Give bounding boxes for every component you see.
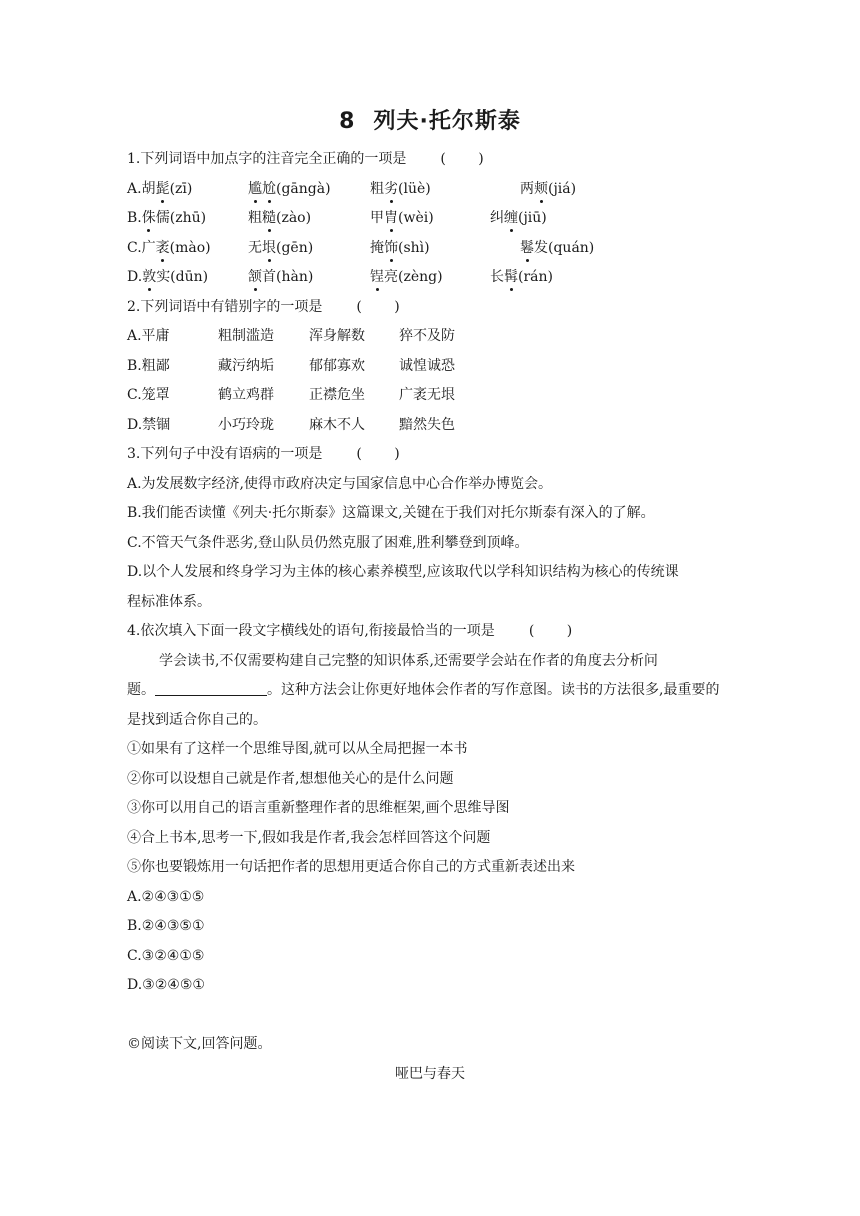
question-1-text: 1.下列词语中加点字的注音完全正确的一项是 xyxy=(127,151,407,167)
q4-option-d: D.③②④⑤① xyxy=(127,977,205,993)
q2-option-c-2: 鹤立鸡群 xyxy=(218,387,274,403)
question-2-stem xyxy=(127,297,414,317)
q2-option-a-2: 粗制滥造 xyxy=(218,328,274,344)
reading-instruction: ©阅读下文,回答问题。 xyxy=(127,1036,272,1052)
q2-option-b-1: B.粗鄙 xyxy=(127,358,170,374)
q4-passage-line-3: 是找到适合你自己的。 xyxy=(127,712,267,728)
q2-option-c-3: 正襟危坐 xyxy=(309,387,365,403)
q1-option-c-2: 无垠(gēn) xyxy=(248,240,314,256)
q1-option-c-3: 掩饰(shì) xyxy=(370,240,430,256)
answer-paren: ( ) xyxy=(528,623,587,639)
q1-option-d-2: 颔首(hàn) xyxy=(248,269,314,285)
question-4-text: 4.依次填入下面一段文字横线处的语句,衔接最恰当的一项是 xyxy=(127,623,495,639)
q3-option-a: A.为发展数字经济,使得市政府决定与国家信息中心合作举办博览会。 xyxy=(127,476,553,492)
question-1-stem xyxy=(127,149,498,169)
q1-option-d-3: 锃亮(zèng) xyxy=(370,269,443,285)
q4-option-c: C.③②④①⑤ xyxy=(127,948,205,964)
page-title xyxy=(0,104,860,135)
reading-title: 哑巴与春天 xyxy=(395,1066,465,1082)
q1-option-b-4: 纠缠(jiū) xyxy=(490,210,547,226)
q3-option-d-continued: 程标准体系。 xyxy=(127,594,211,610)
q1-option-d-1: D.敦实(dūn) xyxy=(127,269,209,285)
question-3-stem xyxy=(127,444,414,464)
q2-option-d-4: 黯然失色 xyxy=(399,417,455,433)
q4-option-b: B.②④③⑤① xyxy=(127,918,205,934)
answer-paren: ( ) xyxy=(356,299,414,315)
q4-passage-line-1: 学会读书,不仅需要构建自己完整的知识体系,还需要学会站在作者的角度去分析问 xyxy=(159,653,658,669)
q1-option-a-3: 粗劣(lüè) xyxy=(370,181,431,197)
q4-item-3: ③你可以用自己的语言重新整理作者的思维框架,画个思维导图 xyxy=(127,800,510,816)
q4-item-2: ②你可以设想自己就是作者,想想他关心的是什么问题 xyxy=(127,771,454,787)
q2-option-c-1: C.笼罩 xyxy=(127,387,170,403)
q1-option-b-1: B.侏儒(zhū) xyxy=(127,210,207,226)
q4-item-5: ⑤你也要锻炼用一句话把作者的思想用更适合你自己的方式重新表述出来 xyxy=(127,859,575,875)
q2-option-a-3: 浑身解数 xyxy=(309,328,365,344)
answer-paren: ( ) xyxy=(440,151,498,167)
q2-option-b-3: 郁郁寡欢 xyxy=(309,358,365,374)
q1-option-b-3: 甲胄(wèi) xyxy=(370,210,434,226)
q4-passage-line-2: 题。 。这种方法会让你更好地体会作者的写作意图。读书的方法很多,最重要的 xyxy=(127,682,720,698)
q1-option-a-1: A.胡髭(zī) xyxy=(127,181,193,197)
q3-option-c: C.不管天气条件恶劣,登山队员仍然克服了困难,胜利攀登到顶峰。 xyxy=(127,535,529,551)
lesson-title: 列夫·托尔斯泰 xyxy=(373,109,521,134)
q4-option-a: A.②④③①⑤ xyxy=(127,889,205,905)
answer-paren: ( ) xyxy=(356,446,414,462)
q3-option-d: D.以个人发展和终身学习为主体的核心素养模型,应该取代以学科知识结构为核心的传统课 xyxy=(127,564,679,580)
q4-item-4: ④合上书本,思考一下,假如我是作者,我会怎样回答这个问题 xyxy=(127,830,491,846)
q1-option-c-1: C.广袤(mào) xyxy=(127,240,211,256)
q1-option-d-4: 长髯(rán) xyxy=(490,269,553,285)
fill-in-blank xyxy=(155,681,267,696)
q2-option-a-1: A.平庸 xyxy=(127,328,170,344)
q2-option-c-4: 广袤无垠 xyxy=(399,387,455,403)
question-3-text: 3.下列句子中没有语病的一项是 xyxy=(127,446,323,462)
q1-option-c-4: 鬈发(quán) xyxy=(520,240,595,256)
question-2-text: 2.下列词语中有错别字的一项是 xyxy=(127,299,323,315)
question-4-stem xyxy=(127,621,586,641)
q3-option-b: B.我们能否读懂《列夫·托尔斯泰》这篇课文,关键在于我们对托尔斯泰有深入的了解。 xyxy=(127,505,655,521)
q2-option-d-3: 麻木不人 xyxy=(309,417,365,433)
q2-option-b-4: 诚惶诚恐 xyxy=(399,358,455,374)
q2-option-d-2: 小巧玲珑 xyxy=(218,417,274,433)
q1-option-a-2: 尴尬(gāngà) xyxy=(248,181,331,197)
q1-option-a-4: 两颊(jiá) xyxy=(520,181,577,197)
lesson-number: 8 xyxy=(339,109,356,134)
q2-option-a-4: 猝不及防 xyxy=(399,328,455,344)
q2-option-d-1: D.禁锢 xyxy=(127,417,171,433)
q4-item-1: ①如果有了这样一个思维导图,就可以从全局把握一本书 xyxy=(127,741,468,757)
q2-option-b-2: 藏污纳垢 xyxy=(218,358,274,374)
q1-option-b-2: 粗糙(zào) xyxy=(248,210,312,226)
